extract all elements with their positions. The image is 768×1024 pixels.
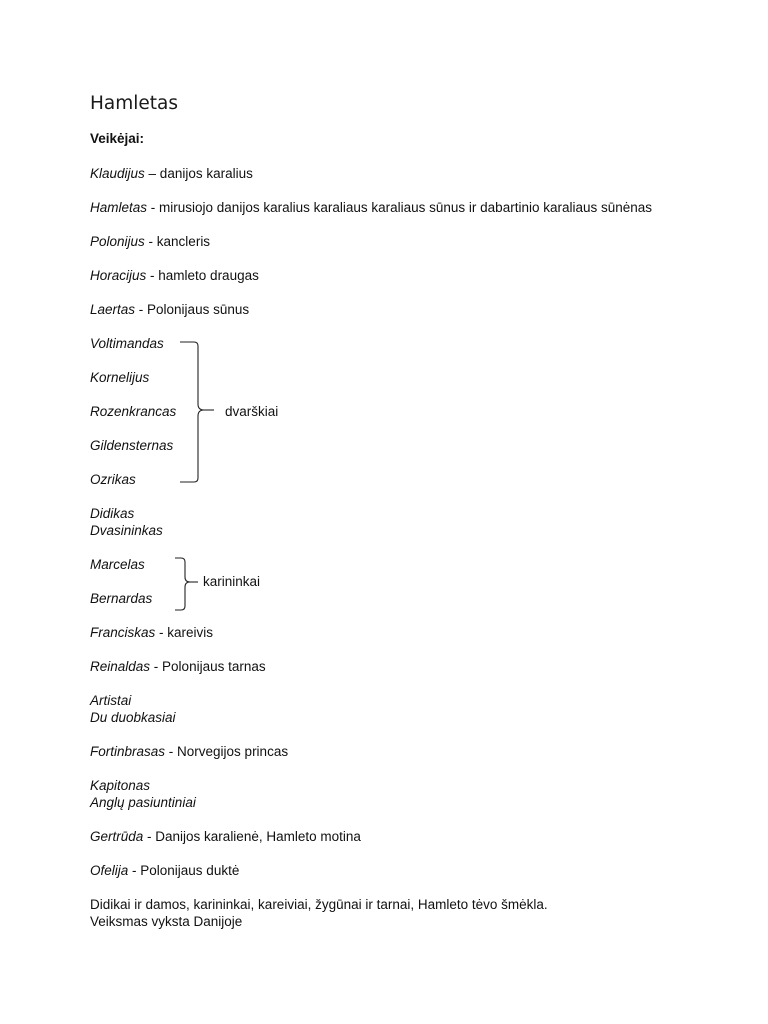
character-entry xyxy=(90,301,249,318)
page-title: Hamletas xyxy=(90,93,179,114)
character-name: Hamletas xyxy=(90,200,148,215)
character-name: Gildensternas xyxy=(90,438,174,453)
character-entry xyxy=(90,743,288,760)
character-description: - Polonijaus sūnus xyxy=(135,302,250,317)
group-label-soldiers: karininkai xyxy=(203,574,261,589)
closing-line: Didikai ir damos, karininkai, kareiviai, žygūnai ir tarnai, Hamleto tėvo šmėkla. xyxy=(90,897,548,912)
character-entry xyxy=(90,233,210,250)
character-description: - Polonijaus tarnas xyxy=(150,659,266,674)
character-description: - Polonijaus duktė xyxy=(128,863,240,878)
character-name: Kapitonas xyxy=(90,778,151,793)
character-entry xyxy=(90,556,145,573)
character-name: Fortinbrasas xyxy=(90,744,166,759)
character-name: Kornelijus xyxy=(90,370,150,385)
character-entry xyxy=(90,624,213,641)
character-name: Franciskas xyxy=(90,625,156,640)
character-entry xyxy=(90,505,134,522)
character-name: Rozenkrancas xyxy=(90,404,177,419)
closing-line: Veiksmas vyksta Danijoje xyxy=(90,914,243,929)
character-entry xyxy=(90,692,131,709)
character-name: Marcelas xyxy=(90,557,145,572)
character-name: Klaudijus xyxy=(90,166,145,181)
character-entry xyxy=(90,335,164,352)
character-name: Polonijus xyxy=(90,234,145,249)
character-entry xyxy=(90,471,136,488)
character-entry xyxy=(90,522,163,539)
character-entry xyxy=(90,199,652,216)
character-entry xyxy=(90,862,239,879)
courtiers-brace xyxy=(176,338,226,488)
character-description: – danijos karalius xyxy=(144,166,253,181)
character-name: Didikas xyxy=(90,506,135,521)
character-description: - kancleris xyxy=(144,234,211,249)
group-label-courtiers: dvarškiai xyxy=(225,404,279,419)
character-name: Ozrikas xyxy=(90,472,136,487)
character-entry xyxy=(90,828,361,845)
character-name: Gertrūda xyxy=(90,829,144,844)
character-description: - Danijos karalienė, Hamleto motina xyxy=(143,829,361,844)
character-name: Bernardas xyxy=(90,591,153,606)
character-entry xyxy=(90,777,150,794)
character-description: - hamleto draugas xyxy=(146,268,259,283)
character-name: Horacijus xyxy=(90,268,147,283)
character-entry xyxy=(90,165,253,182)
character-entry xyxy=(90,658,266,675)
character-entry xyxy=(90,709,176,726)
character-name: Voltimandas xyxy=(90,336,164,351)
character-description: - mirusiojo danijos karalius karaliaus karaliaus sūnus ir dabartinio karaliaus sūnėnas xyxy=(147,200,653,215)
character-name: Ofelija xyxy=(90,863,129,878)
character-name: Laertas xyxy=(90,302,136,317)
character-name: Du duobkasiai xyxy=(90,710,176,725)
character-entry xyxy=(90,437,173,454)
character-name: Reinaldas xyxy=(90,659,151,674)
character-entry xyxy=(90,267,259,284)
character-name: Artistai xyxy=(90,693,132,708)
character-entry xyxy=(90,794,196,811)
character-name: Dvasininkas xyxy=(90,523,163,538)
characters-heading: Veikėjai: xyxy=(90,131,145,146)
character-entry xyxy=(90,590,152,607)
character-entry xyxy=(90,403,176,420)
character-description: - Norvegijos princas xyxy=(165,744,289,759)
character-name: Anglų pasiuntiniai xyxy=(90,795,196,810)
character-description: - kareivis xyxy=(155,625,214,640)
character-entry xyxy=(90,369,149,386)
